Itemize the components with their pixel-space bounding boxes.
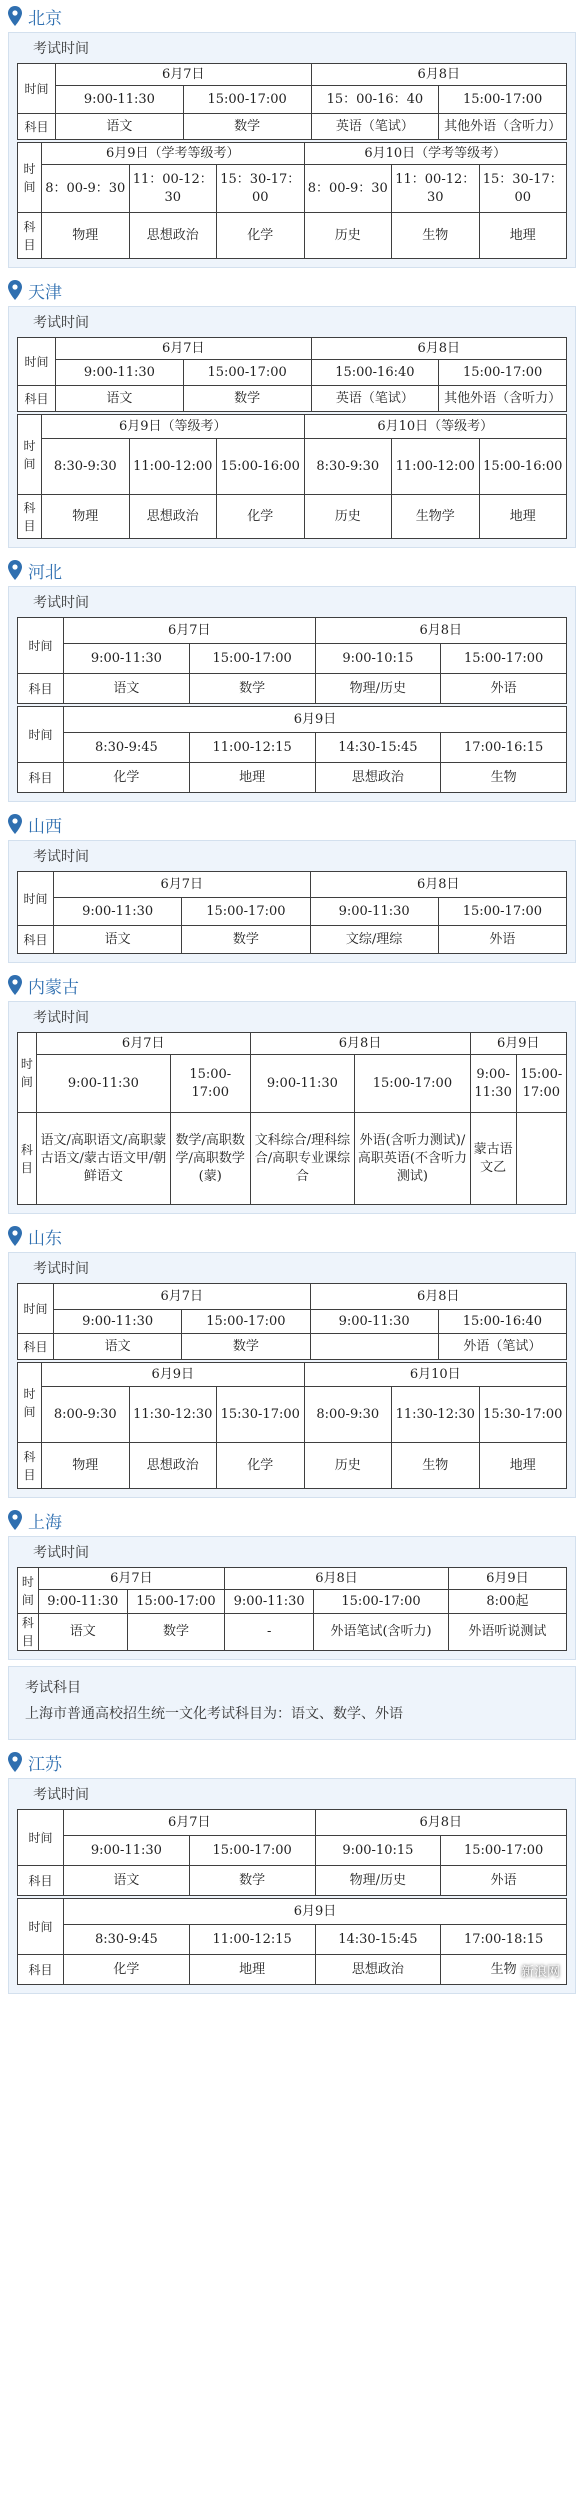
time-cell: 15:00-17:00 xyxy=(127,1590,224,1614)
subject-cell: 外语 xyxy=(438,926,566,954)
time-label: 时间 xyxy=(18,1033,37,1113)
schedule-table-main xyxy=(17,1032,567,1205)
date-cell: 6月8日 xyxy=(310,1284,567,1310)
subject-cell: 化学 xyxy=(64,1955,190,1985)
subject-cell: 英语（笔试） xyxy=(311,386,439,412)
time-cell: 9:00-11:30 xyxy=(470,1055,516,1113)
location-pin-icon xyxy=(8,280,22,300)
time-cell: 15：00-16：40 xyxy=(311,86,439,114)
date-cell: 6月10日 xyxy=(304,1363,567,1387)
subject-cell: 地理 xyxy=(479,213,567,259)
time-cell: 14:30-15:45 xyxy=(315,1925,441,1955)
location-pin-icon xyxy=(8,814,22,834)
time-cell: 15:00-17:00 xyxy=(189,1836,315,1866)
time-cell: 9:00-11:30 xyxy=(310,898,438,926)
time-cell: 17:00-18:15 xyxy=(441,1925,567,1955)
time-cell: 15:30-17:00 xyxy=(479,1387,567,1443)
section-hebei xyxy=(8,554,576,802)
card-title: 考试时间 xyxy=(33,41,89,57)
subject-label: 科目 xyxy=(18,1334,54,1360)
subject-cell: 文科综合/理科综合/高职专业课综合 xyxy=(250,1113,355,1205)
schedule-card xyxy=(8,306,576,548)
time-cell: 9:00-11:30 xyxy=(36,1055,170,1113)
subject-label: 科目 xyxy=(18,386,56,412)
schedule-table-main xyxy=(17,871,567,954)
province-name: 山东 xyxy=(28,1228,62,1249)
province-name: 河北 xyxy=(28,562,62,583)
time-cell: 11:30-12:30 xyxy=(392,1387,480,1443)
subject-cell: 数学 xyxy=(183,114,311,140)
subject-cell: 生物 xyxy=(441,763,567,793)
province-name: 北京 xyxy=(28,8,62,29)
section-shandong xyxy=(8,1220,576,1498)
subject-cell: 外语听说测试 xyxy=(448,1614,566,1651)
time-cell: 8:00起 xyxy=(448,1590,566,1614)
schedule-card xyxy=(8,586,576,802)
schedule-table-secondary xyxy=(17,706,567,793)
time-label: 时间 xyxy=(18,1284,54,1334)
subject-cell: 语文 xyxy=(64,674,190,704)
subject-cell: 化学 xyxy=(217,213,305,259)
subject-cell: 思想政治 xyxy=(129,213,217,259)
time-cell: 15:00-17:00 xyxy=(516,1055,566,1113)
time-label: 时间 xyxy=(18,143,42,213)
time-cell: 8:30-9:45 xyxy=(64,1925,190,1955)
time-cell: 15:00-17:00 xyxy=(182,898,310,926)
subject-cell: 思想政治 xyxy=(315,1955,441,1985)
province-header xyxy=(8,1504,576,1536)
subject-cell: 数学 xyxy=(189,674,315,704)
time-cell: 8:30-9:30 xyxy=(42,439,130,495)
subject-cell: 化学 xyxy=(64,763,190,793)
province-header xyxy=(8,274,576,306)
subject-cell: 语文 xyxy=(54,926,182,954)
date-cell: 6月8日 xyxy=(310,872,567,898)
time-cell: 15:00-16:00 xyxy=(217,439,305,495)
time-cell: 11:30-12:30 xyxy=(129,1387,217,1443)
subject-cell: 外语 xyxy=(441,674,567,704)
schedule-card xyxy=(8,840,576,963)
section-neimenggu xyxy=(8,969,576,1214)
card-title: 考试时间 xyxy=(33,595,89,611)
subject-cell: 数学 xyxy=(183,386,311,412)
schedule-table-main xyxy=(17,1283,567,1360)
subject-cell: 思想政治 xyxy=(129,495,217,539)
province-header xyxy=(8,554,576,586)
time-cell: 9:00-11:30 xyxy=(38,1590,127,1614)
time-cell: 11:00-12:00 xyxy=(392,439,480,495)
subject-cell: 物理/历史 xyxy=(315,1866,441,1896)
subject-cell: 生物学 xyxy=(392,495,480,539)
subject-cell: 数学 xyxy=(182,1334,310,1360)
time-label: 时间 xyxy=(18,415,42,495)
subject-cell: 外语 xyxy=(441,1866,567,1896)
time-label: 时间 xyxy=(18,872,54,926)
subject-cell: 物理 xyxy=(42,495,130,539)
time-cell: 11:00-12:15 xyxy=(189,1925,315,1955)
subject-cell: - xyxy=(225,1614,314,1651)
time-cell: 8：00-9：30 xyxy=(304,165,392,213)
subject-cell: 数学 xyxy=(182,926,310,954)
time-cell: 15:00-16:00 xyxy=(479,439,567,495)
time-label: 时间 xyxy=(18,1568,39,1614)
time-label: 时间 xyxy=(18,1810,64,1866)
date-cell: 6月9日（等级考） xyxy=(42,415,305,439)
subject-cell: 语文 xyxy=(38,1614,127,1651)
section-beijing xyxy=(8,0,576,268)
time-cell: 9:00-10:15 xyxy=(315,1836,441,1866)
subject-cell: 数学 xyxy=(189,1866,315,1896)
subject-cell: 数学/高职数学/高职数学(蒙) xyxy=(170,1113,250,1205)
date-cell: 6月7日 xyxy=(54,872,311,898)
time-cell: 11：00-12：30 xyxy=(129,165,217,213)
subject-cell: 外语笔试(含听力) xyxy=(314,1614,449,1651)
location-pin-icon xyxy=(8,1226,22,1246)
subject-label: 科目 xyxy=(18,114,56,140)
note-text: 上海市普通高校招生统一文化考试科目为：语文、数学、外语 xyxy=(25,1706,403,1722)
section-tianjin xyxy=(8,274,576,548)
date-cell: 6月9日（学考等级考） xyxy=(42,143,305,165)
time-cell: 15:00-17:00 xyxy=(182,1310,310,1334)
time-cell: 15:00-17:00 xyxy=(183,86,311,114)
time-cell: 8：00-9：30 xyxy=(42,165,130,213)
subject-cell: 思想政治 xyxy=(129,1443,217,1489)
province-name: 天津 xyxy=(28,282,62,303)
time-cell: 15:00-17:00 xyxy=(439,360,567,386)
subject-cell: 语文 xyxy=(56,114,184,140)
date-cell: 6月7日 xyxy=(38,1568,224,1590)
time-cell: 15：30-17：00 xyxy=(479,165,567,213)
subject-cell xyxy=(310,1334,438,1360)
subject-cell: 生物 xyxy=(392,1443,480,1489)
subject-cell: 蒙古语文乙 xyxy=(470,1113,516,1205)
time-cell: 11:00-12:00 xyxy=(129,439,217,495)
date-cell: 6月8日 xyxy=(315,618,567,644)
subject-label: 科目 xyxy=(18,1614,39,1651)
subject-label: 科目 xyxy=(18,1113,37,1205)
subject-cell: 地理 xyxy=(189,763,315,793)
time-cell: 8:30-9:45 xyxy=(64,733,190,763)
time-label: 时间 xyxy=(18,338,56,386)
card-title: 考试时间 xyxy=(33,1010,89,1026)
time-cell: 15:30-17:00 xyxy=(217,1387,305,1443)
subject-cell: 物理 xyxy=(42,213,130,259)
schedule-card xyxy=(8,1252,576,1498)
schedule-table-main xyxy=(17,1809,567,1896)
date-cell: 6月8日 xyxy=(311,338,567,360)
province-header xyxy=(8,1220,576,1252)
schedule-card xyxy=(8,1778,576,1994)
date-cell: 6月9日 xyxy=(42,1363,305,1387)
schedule-table-main xyxy=(17,1567,567,1651)
time-label: 时间 xyxy=(18,1363,42,1443)
date-cell: 6月7日 xyxy=(54,1284,311,1310)
subject-cell: 历史 xyxy=(304,495,392,539)
province-header xyxy=(8,969,576,1001)
date-cell: 6月10日（学考等级考） xyxy=(304,143,567,165)
province-header xyxy=(8,808,576,840)
card-title: 考试时间 xyxy=(33,849,89,865)
subject-cell: 物理/历史 xyxy=(315,674,441,704)
schedule-table-main xyxy=(17,337,567,412)
subject-cell: 语文 xyxy=(54,1334,182,1360)
time-cell: 15:00-17:00 xyxy=(355,1055,470,1113)
section-shanxi xyxy=(8,808,576,963)
date-cell: 6月7日 xyxy=(64,1810,316,1836)
date-cell: 6月9日 xyxy=(64,1899,567,1925)
time-cell: 8:00-9:30 xyxy=(304,1387,392,1443)
subject-cell: 地理 xyxy=(479,495,567,539)
province-name: 内蒙古 xyxy=(28,977,79,998)
time-cell: 15:00-17:00 xyxy=(314,1590,449,1614)
time-cell: 15:00-17:00 xyxy=(439,86,567,114)
schedule-table-secondary xyxy=(17,1898,567,1985)
time-cell: 15:00-17:00 xyxy=(438,898,566,926)
time-cell: 8:00-9:30 xyxy=(42,1387,130,1443)
card-title: 考试时间 xyxy=(33,315,89,331)
time-cell: 9:00-11:30 xyxy=(310,1310,438,1334)
subject-cell: 地理 xyxy=(479,1443,567,1489)
subject-cell xyxy=(516,1113,566,1205)
schedule-table-main xyxy=(17,63,567,140)
time-cell: 15:00-17:00 xyxy=(189,644,315,674)
time-cell: 15:00-17:00 xyxy=(441,1836,567,1866)
location-pin-icon xyxy=(8,560,22,580)
time-cell: 9:00-11:30 xyxy=(250,1055,355,1113)
subject-cell: 历史 xyxy=(304,213,392,259)
date-cell: 6月9日 xyxy=(448,1568,566,1590)
section-shanghai xyxy=(8,1504,576,1740)
location-pin-icon xyxy=(8,1510,22,1530)
subject-cell: 物理 xyxy=(42,1443,130,1489)
subject-label: 科目 xyxy=(18,674,64,704)
time-cell: 15:00-17:00 xyxy=(170,1055,250,1113)
time-cell: 11:00-12:15 xyxy=(189,733,315,763)
schedule-table-secondary xyxy=(17,142,567,259)
time-cell: 9:00-11:30 xyxy=(64,1836,190,1866)
subjects-note xyxy=(8,1666,576,1740)
time-cell: 15：30-17：00 xyxy=(217,165,305,213)
province-name: 江苏 xyxy=(28,1754,62,1775)
province-name: 山西 xyxy=(28,816,62,837)
card-title: 考试时间 xyxy=(33,1261,89,1277)
time-cell: 15:00-16:40 xyxy=(438,1310,566,1334)
time-cell: 15:00-16:40 xyxy=(311,360,439,386)
schedule-card xyxy=(8,32,576,268)
subject-cell: 生物 xyxy=(441,1955,567,1985)
time-label: 时间 xyxy=(18,618,64,674)
subject-label: 科目 xyxy=(18,213,42,259)
subject-cell: 生物 xyxy=(392,213,480,259)
subject-cell: 其他外语（含听力） xyxy=(439,386,567,412)
province-header xyxy=(8,1746,576,1778)
date-cell: 6月7日 xyxy=(56,64,312,86)
time-cell: 9:00-11:30 xyxy=(56,86,184,114)
date-cell: 6月8日 xyxy=(311,64,567,86)
subject-cell: 语文 xyxy=(56,386,184,412)
time-cell: 17:00-16:15 xyxy=(441,733,567,763)
subject-cell: 其他外语（含听力） xyxy=(439,114,567,140)
time-cell: 11：00-12：30 xyxy=(392,165,480,213)
section-jiangsu xyxy=(8,1746,576,1994)
schedule-table-secondary xyxy=(17,1362,567,1489)
subject-cell: 英语（笔试） xyxy=(311,114,439,140)
time-cell: 8:30-9:30 xyxy=(304,439,392,495)
watermark: 新浪网 xyxy=(520,1965,560,1980)
subject-label: 科目 xyxy=(18,1866,64,1896)
subject-cell: 语文/高职语文/高职蒙古语文/蒙古语文甲/朝鲜语文 xyxy=(36,1113,170,1205)
card-title: 考试时间 xyxy=(33,1787,89,1803)
time-cell: 9:00-11:30 xyxy=(56,360,184,386)
card-title: 考试时间 xyxy=(33,1545,89,1561)
subject-label: 科目 xyxy=(18,495,42,539)
time-cell: 15:00-17:00 xyxy=(183,360,311,386)
subject-label: 科目 xyxy=(18,1955,64,1985)
date-cell: 6月9日 xyxy=(64,707,567,733)
subject-cell: 数学 xyxy=(127,1614,224,1651)
time-cell: 9:00-10:15 xyxy=(315,644,441,674)
subject-cell: 历史 xyxy=(304,1443,392,1489)
date-cell: 6月8日 xyxy=(250,1033,470,1055)
date-cell: 6月9日 xyxy=(470,1033,566,1055)
date-cell: 6月8日 xyxy=(315,1810,567,1836)
subject-cell: 化学 xyxy=(217,495,305,539)
time-cell: 14:30-15:45 xyxy=(315,733,441,763)
location-pin-icon xyxy=(8,1752,22,1772)
date-cell: 6月7日 xyxy=(36,1033,250,1055)
time-cell: 9:00-11:30 xyxy=(64,644,190,674)
province-header xyxy=(8,0,576,32)
date-cell: 6月7日 xyxy=(64,618,316,644)
date-cell: 6月10日（等级考） xyxy=(304,415,567,439)
time-cell: 9:00-11:30 xyxy=(54,1310,182,1334)
schedule-card xyxy=(8,1001,576,1214)
subject-cell: 思想政治 xyxy=(315,763,441,793)
location-pin-icon xyxy=(8,975,22,995)
schedule-card xyxy=(8,1536,576,1660)
subject-cell: 语文 xyxy=(64,1866,190,1896)
date-cell: 6月7日 xyxy=(56,338,312,360)
subject-label: 科目 xyxy=(18,1443,42,1489)
time-cell: 9:00-11:30 xyxy=(54,898,182,926)
subject-cell: 化学 xyxy=(217,1443,305,1489)
time-label: 时间 xyxy=(18,707,64,763)
subject-cell: 文综/理综 xyxy=(310,926,438,954)
time-label: 时间 xyxy=(18,1899,64,1955)
date-cell: 6月8日 xyxy=(225,1568,449,1590)
time-label: 时间 xyxy=(18,64,56,114)
note-title: 考试科目 xyxy=(25,1680,81,1696)
province-name: 上海 xyxy=(28,1512,62,1533)
subject-cell: 地理 xyxy=(189,1955,315,1985)
subject-cell: 外语（笔试） xyxy=(438,1334,566,1360)
subject-cell: 外语(含听力测试)/高职英语(不含听力测试) xyxy=(355,1113,470,1205)
time-cell: 9:00-11:30 xyxy=(225,1590,314,1614)
subject-label: 科目 xyxy=(18,763,64,793)
schedule-table-main xyxy=(17,617,567,704)
schedule-table-secondary xyxy=(17,414,567,539)
location-pin-icon xyxy=(8,6,22,26)
subject-label: 科目 xyxy=(18,926,54,954)
time-cell: 15:00-17:00 xyxy=(441,644,567,674)
